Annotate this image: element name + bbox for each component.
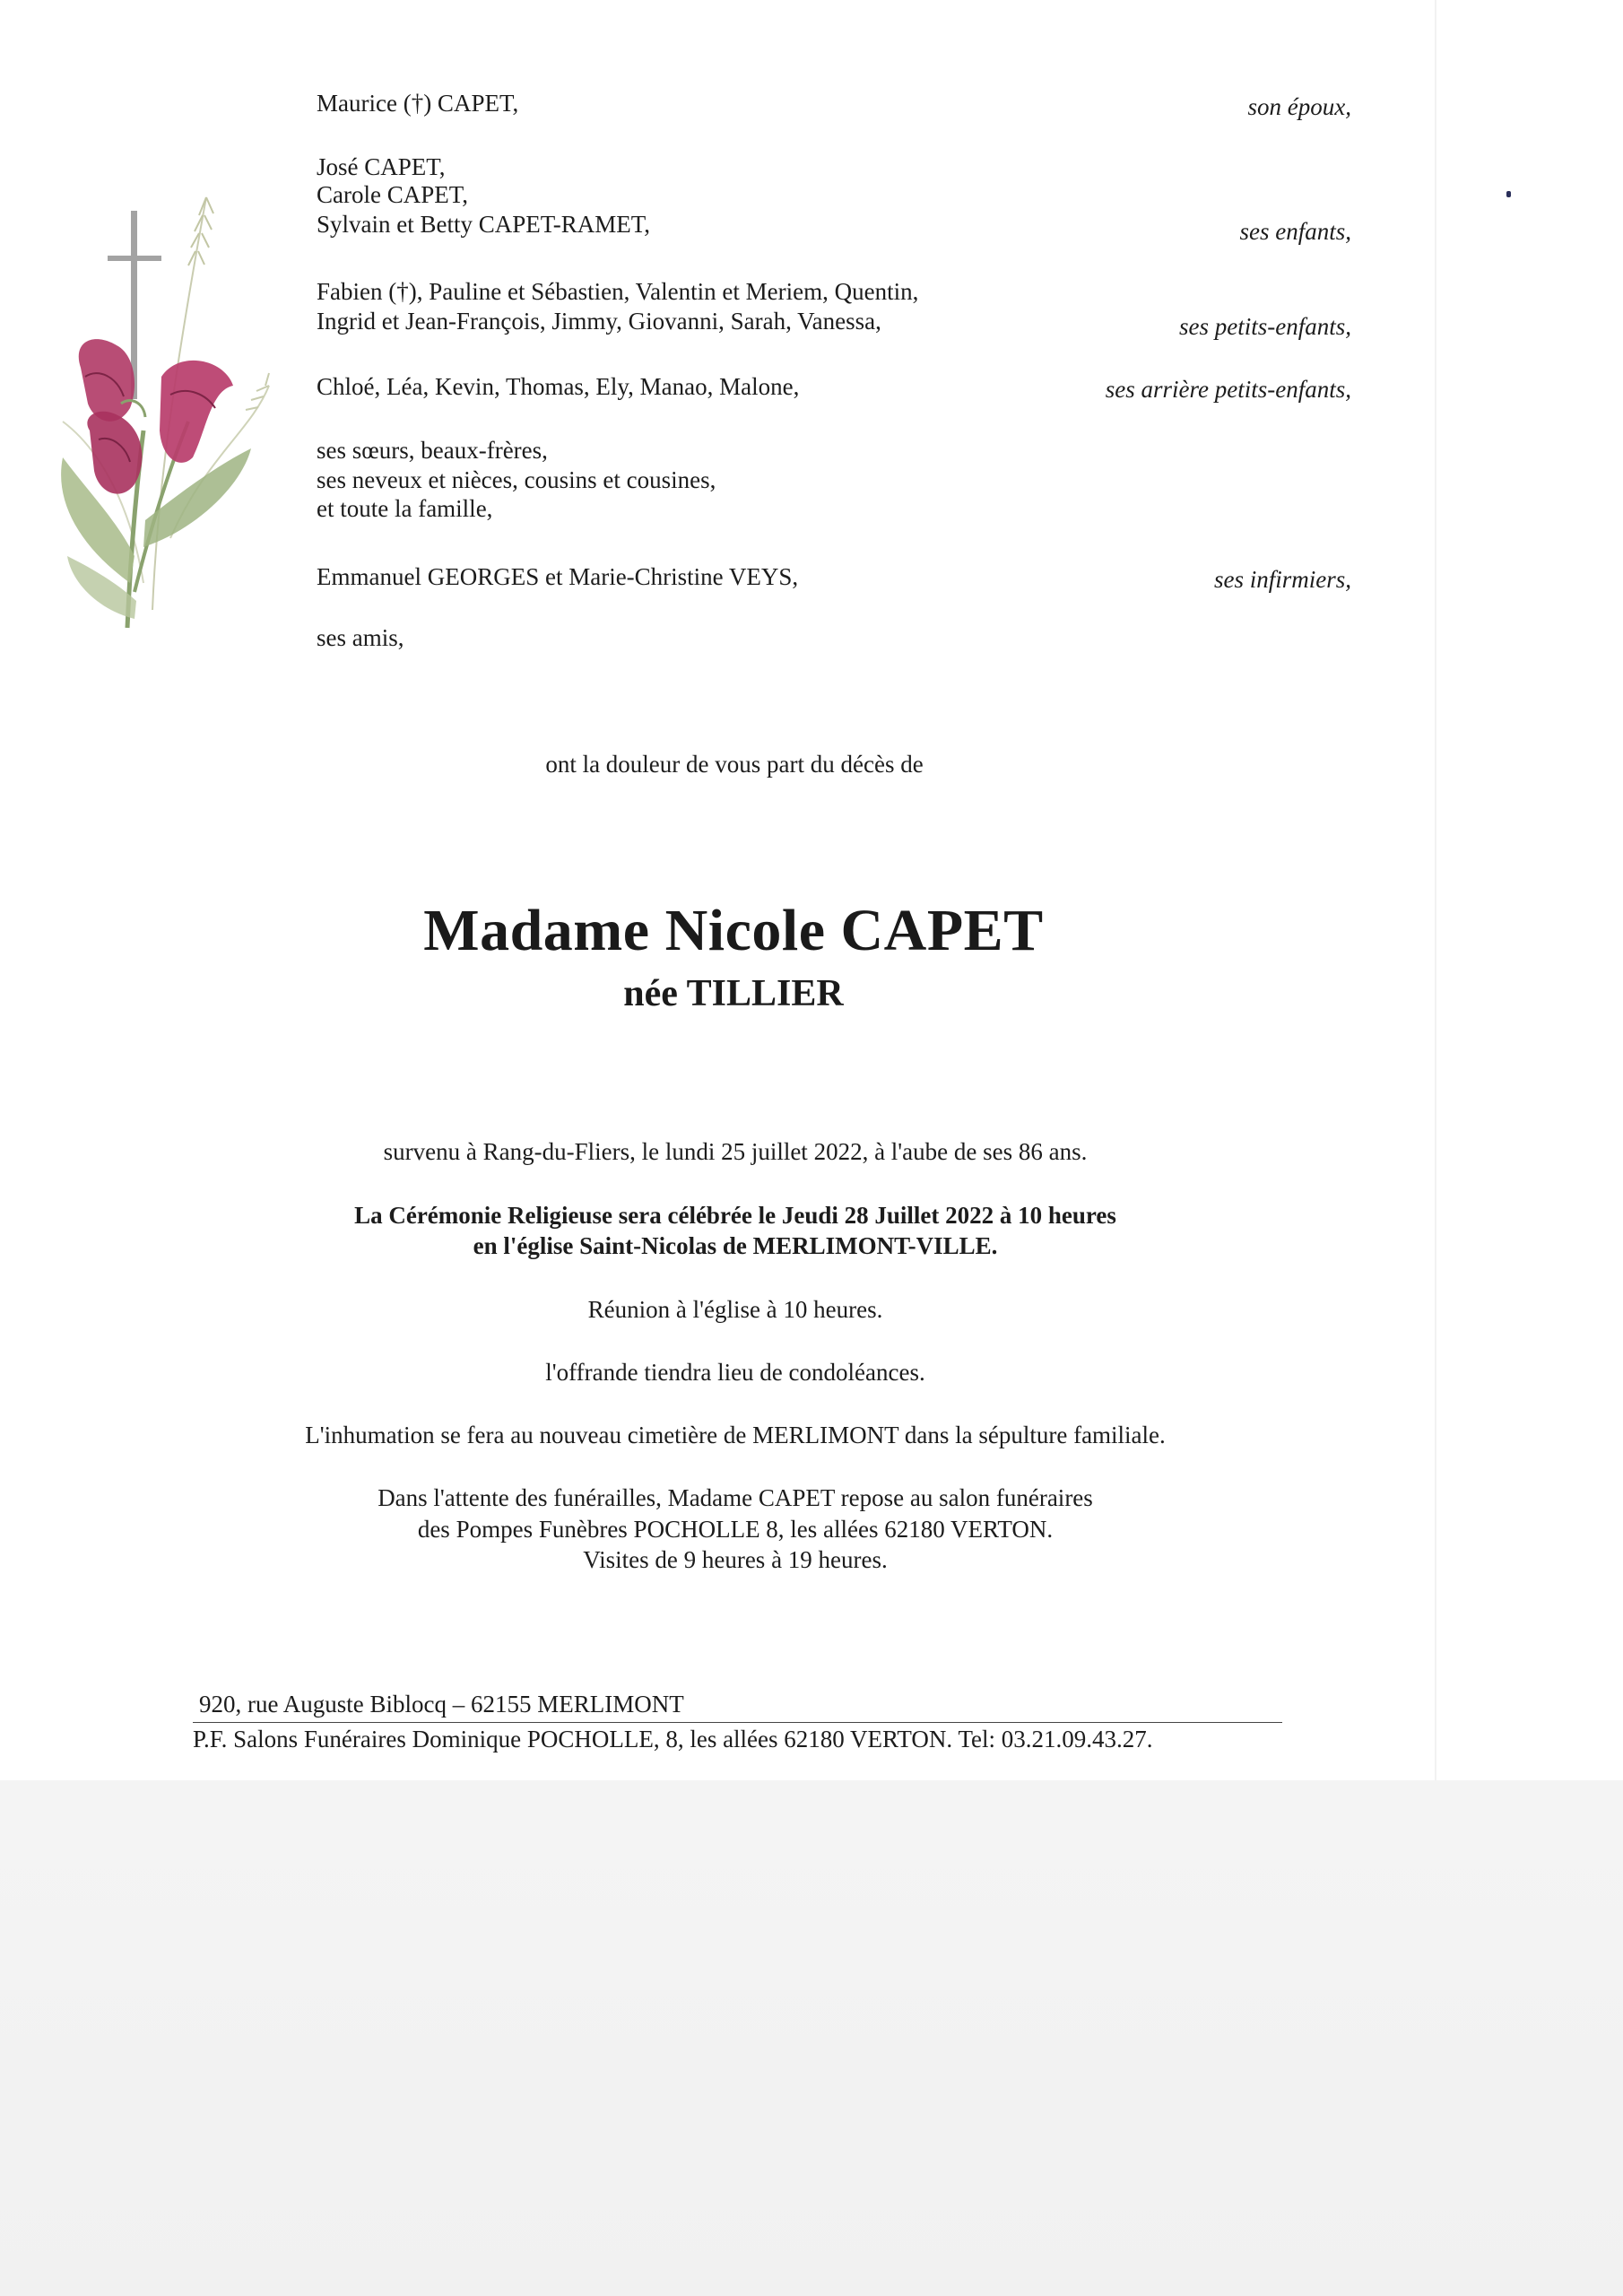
children-role: ses enfants,: [1239, 218, 1351, 245]
nurses-line: Emmanuel GEORGES et Marie-Christine VEYS,: [317, 563, 799, 590]
child-name: José CAPET,: [317, 153, 446, 180]
grandchildren-line: Ingrid et Jean-François, Jimmy, Giovanni, Sarah, Vanessa,: [317, 308, 881, 335]
grandchildren-line: Fabien (†), Pauline et Sébastien, Valentin et Meriem, Quentin,: [317, 278, 919, 305]
great-grandchildren-role: ses arrière petits-enfants,: [1105, 376, 1351, 403]
nurses-role: ses infirmiers,: [1213, 566, 1351, 593]
offering-info: l'offrande tiendra lieu de condoléances.: [545, 1359, 925, 1386]
child-name: Carole CAPET,: [317, 181, 468, 208]
death-info: survenu à Rang-du-Fliers, le lundi 25 juillet 2022, à l'aube de ses 86 ans.: [383, 1138, 1088, 1165]
repose-line: des Pompes Funèbres POCHOLLE 8, les allées 62180 VERTON.: [417, 1516, 1054, 1543]
grandchildren-role: ses petits-enfants,: [1179, 313, 1351, 340]
visiting-hours: Visites de 9 heures à 19 heures.: [583, 1546, 888, 1573]
friends-line: ses amis,: [317, 624, 404, 651]
deceased-name: Madame Nicole CAPET: [423, 898, 1044, 963]
relatives-line: et toute la famille,: [317, 495, 493, 522]
ceremony-line: en l'église Saint-Nicolas de MERLIMONT-VILLE.: [473, 1232, 998, 1259]
meeting-info: Réunion à l'église à 10 heures.: [587, 1296, 883, 1323]
husband-name: Maurice (†) CAPET,: [317, 90, 519, 117]
husband-role: son époux,: [1247, 93, 1351, 120]
announcement-text: ont la douleur de vous part du décès de: [545, 751, 924, 778]
footer-divider: [193, 1722, 1282, 1723]
child-name: Sylvain et Betty CAPET-RAMET,: [317, 211, 651, 238]
family-address: 920, rue Auguste Biblocq – 62155 MERLIMONT: [199, 1691, 684, 1718]
great-grandchildren-line: Chloé, Léa, Kevin, Thomas, Ely, Manao, Malone,: [317, 373, 800, 400]
page-edge: [1435, 0, 1436, 1780]
ink-speck: [1506, 191, 1511, 197]
ceremony-line: La Cérémonie Religieuse sera célébrée le Jeudi 28 Juillet 2022 à 10 heures: [354, 1202, 1116, 1229]
maiden-name: née TILLIER: [623, 973, 844, 1014]
funeral-home-info: P.F. Salons Funéraires Dominique POCHOLLE, 8, les allées 62180 VERTON. Tel: 03.21.09.43.27.: [193, 1726, 1153, 1752]
scan-bottom-margin: [0, 1780, 1623, 2296]
lily-cross-illustration: [45, 161, 278, 637]
burial-info: L'inhumation se fera au nouveau cimetière de MERLIMONT dans la sépulture familiale.: [305, 1422, 1166, 1448]
relatives-line: ses neveux et nièces, cousins et cousines,: [317, 466, 716, 493]
repose-line: Dans l'attente des funérailles, Madame CAPET repose au salon funéraires: [378, 1484, 1093, 1511]
relatives-line: ses sœurs, beaux-frères,: [317, 437, 548, 464]
